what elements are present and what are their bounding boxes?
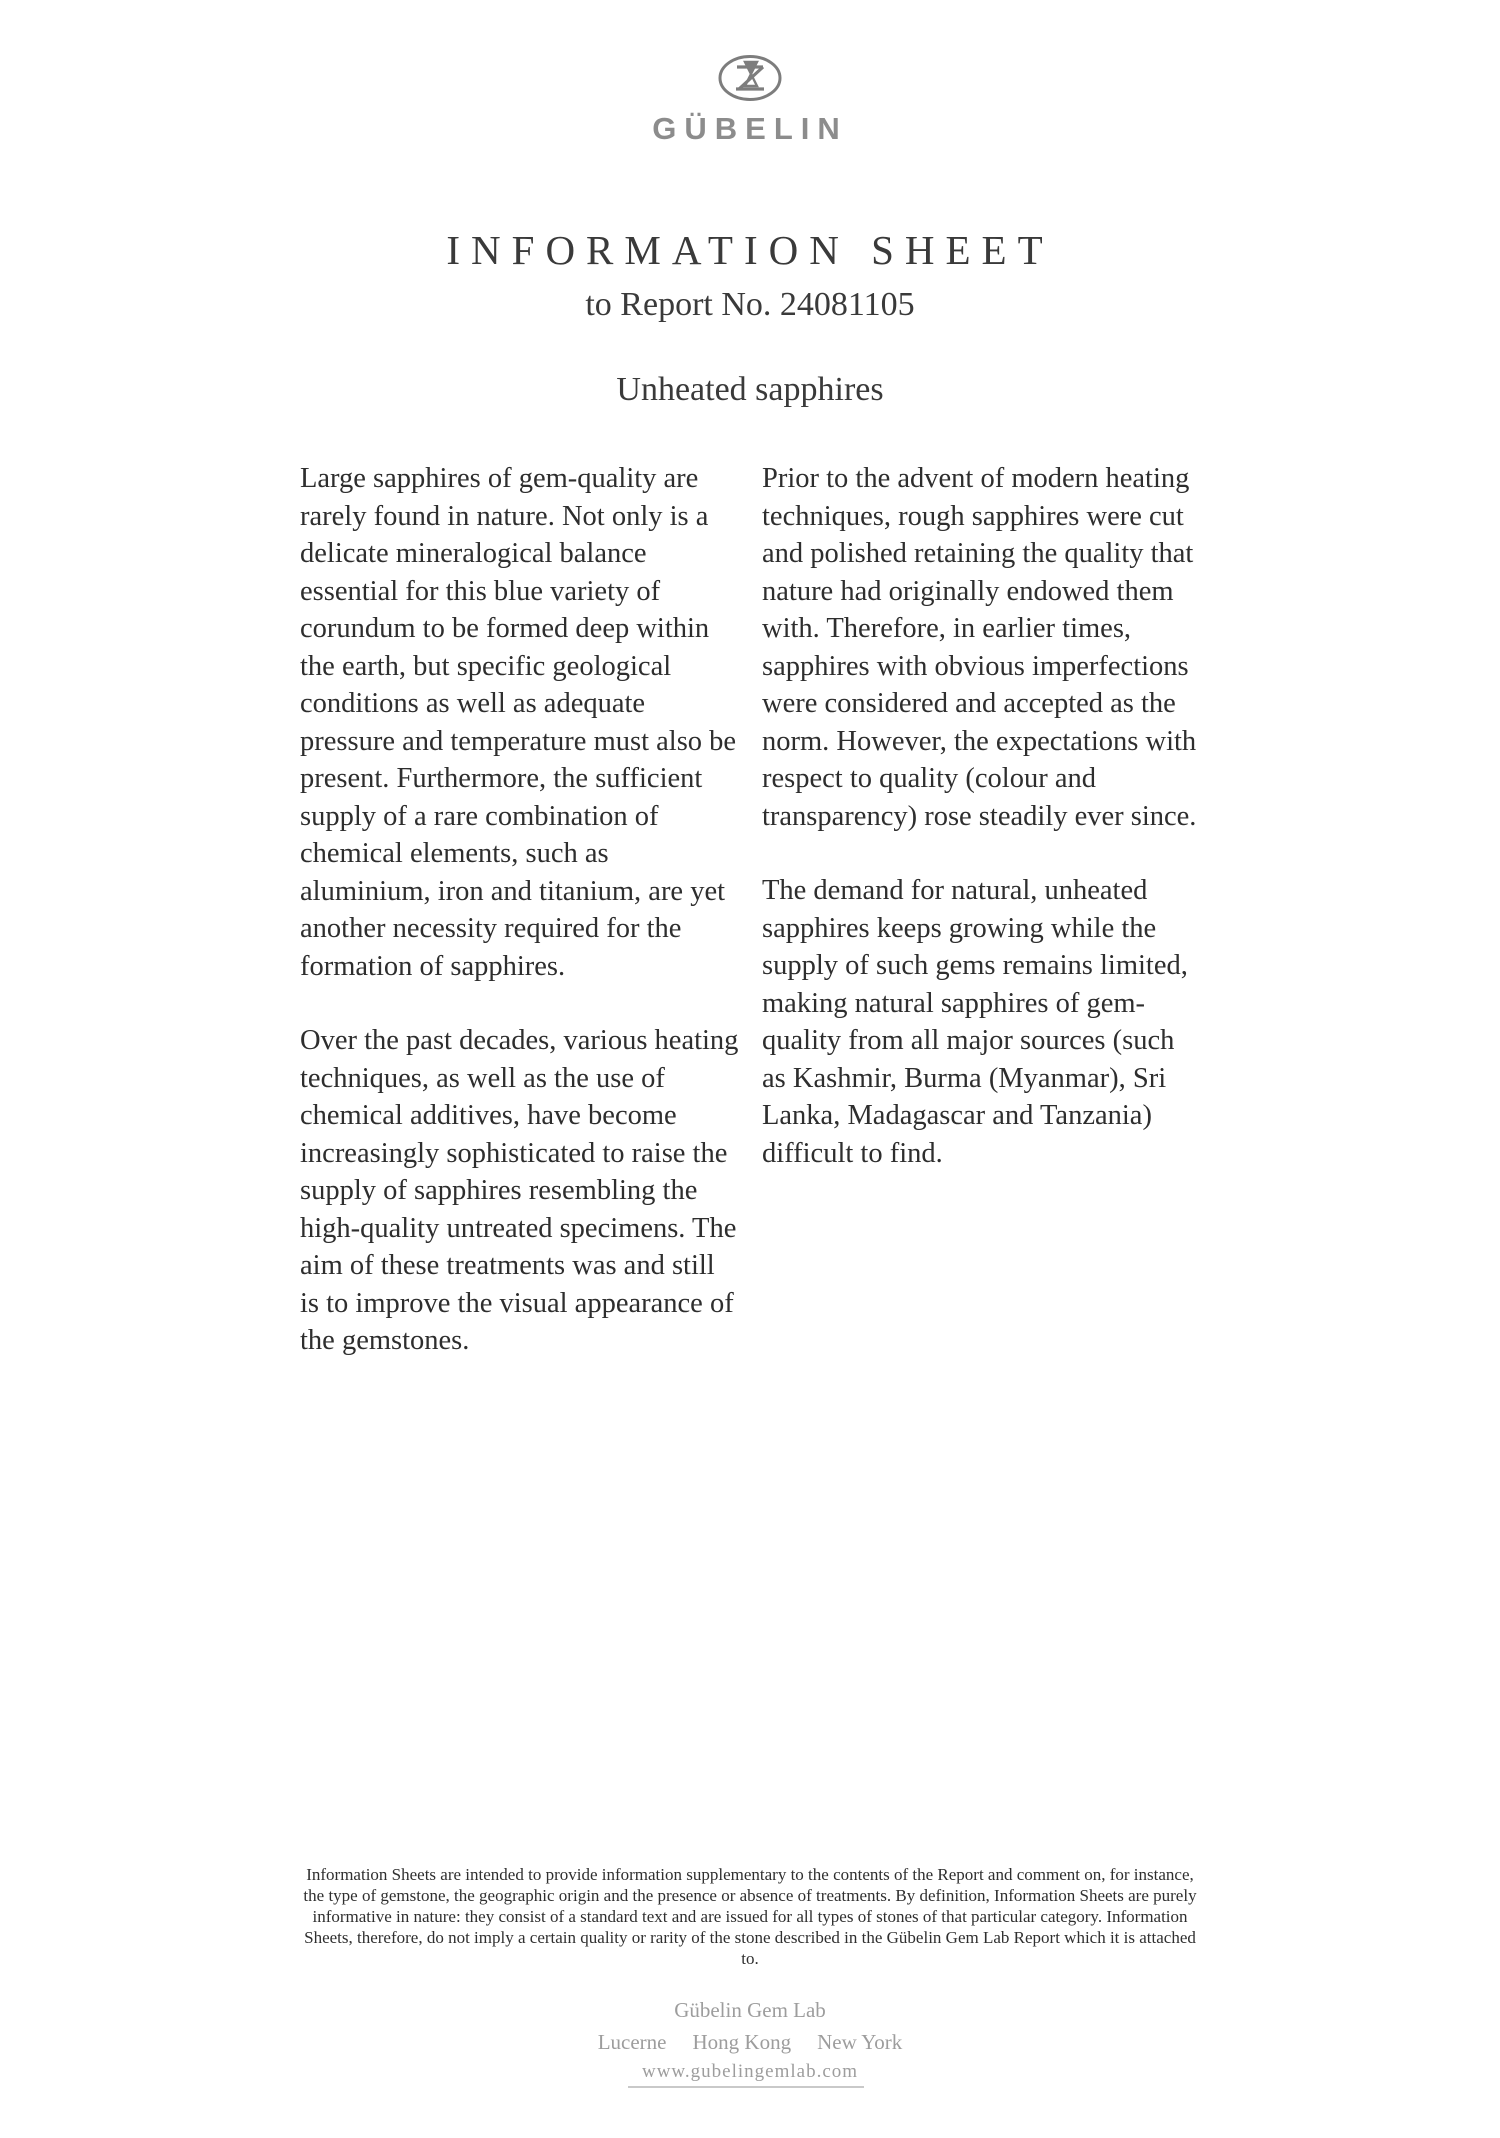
disclaimer-text: Information Sheets are intended to provide information supplementary to the contents of the Report and comment on, for instance, the type of gemstone, the geographic origin and the presence or absence of treatments. By definition, Information Sheets are purely informative in nature: they consist of a standard text and are issued for all types of stones of that particular category. Information Sheets, therefore, do not imply a certain quality or rarity of the stone described in the Gübelin Gem Lab Report which it is attached to. bbox=[303, 1865, 1197, 1968]
footer-lab-name: Gübelin Gem Lab bbox=[674, 1998, 826, 2022]
footer-locations bbox=[0, 2030, 1500, 2055]
body-columns bbox=[300, 460, 1205, 1397]
body-paragraph: Large sapphires of gem-quality are rarely found in nature. Not only is a delicate mineralogical balance essential for this blue variety of corundum to be formed deep within the earth, but specific geological conditions as well as adequate pressure and temperature must also be present. Furthermore, the sufficient supply of a rare combination of chemical elements, such as aluminium, iron and titanium, are yet another necessity required for the formation of sapphires. bbox=[300, 463, 737, 982]
brand-wordmark: GÜBELIN bbox=[652, 111, 848, 146]
footer-website: www.gubelingemlab.com bbox=[641, 2061, 859, 2082]
body-paragraph: The demand for natural, unheated sapphires keeps growing while the supply of such gems remains limited, making natural sapphires of gem-quality from all major sources (such as Kashmir, Burma (Myanmar), Sri Lanka, Madagascar and Tanzania) difficult to find. bbox=[762, 875, 1188, 1169]
body-paragraph: Prior to the advent of modern heating techniques, rough sapphires were cut and polished retaining the quality that nature had originally endowed them with. Therefore, in earlier times, sapphires with obvious imperfections were considered and accepted as the norm. However, the expectations with respect to quality (colour and transparency) rose steadily ever since. bbox=[762, 463, 1197, 832]
gubelin-emblem-icon bbox=[716, 54, 784, 102]
body-column-right bbox=[762, 460, 1205, 1397]
footer-location: Hong Kong bbox=[692, 2030, 792, 2054]
footer-divider bbox=[628, 2086, 864, 2088]
body-column-left bbox=[300, 460, 740, 1397]
footer-location: Lucerne bbox=[597, 2030, 667, 2054]
footer-location: New York bbox=[817, 2030, 903, 2054]
footer-block bbox=[0, 1998, 1500, 2083]
report-number-line: to Report No. 24081105 bbox=[585, 286, 915, 323]
subject-heading: Unheated sapphires bbox=[616, 371, 884, 408]
body-paragraph: Over the past decades, various heating techniques, as well as the use of chemical additives, have become increasingly sophisticated to raise the supply of sapphires resembling the high-quality untreated specimens. The aim of these treatments was and still is to improve the visual appearance of the gemstones. bbox=[300, 1025, 739, 1356]
brand-block bbox=[0, 54, 1500, 147]
page-title: INFORMATION SHEET bbox=[446, 227, 1054, 273]
